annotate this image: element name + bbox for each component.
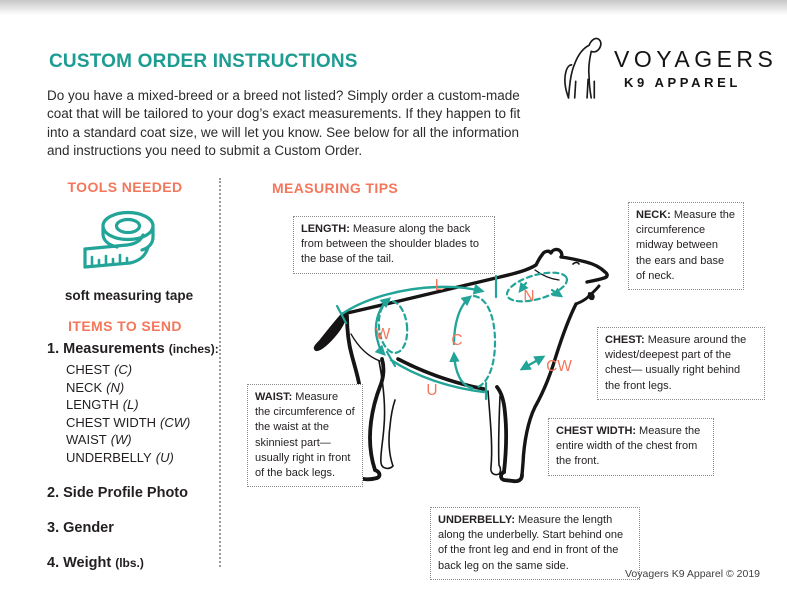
items-to-send-list <box>47 341 219 571</box>
measurement-row <box>66 431 219 449</box>
item2-number: 2. <box>47 485 60 501</box>
item3-label: Gender <box>63 520 114 536</box>
label-chest-width: CW <box>546 358 572 375</box>
label-waist: W <box>375 326 391 343</box>
measurement-code: (CW) <box>160 414 191 430</box>
measurement-list <box>66 361 219 466</box>
item1-suffix: (inches): <box>168 342 219 356</box>
item4-label: Weight <box>63 555 112 571</box>
measurement-row <box>66 379 219 397</box>
tip-chest-text: Measure around the widest/deepest part of the chest— usually right behind the front legs. <box>605 334 747 392</box>
page-title: CUSTOM ORDER INSTRUCTIONS <box>49 51 358 72</box>
tip-underbelly-label: UNDERBELLY: <box>438 514 516 526</box>
item-measurements <box>47 341 219 357</box>
item-weight <box>47 555 219 571</box>
tip-waist-label: WAIST: <box>255 391 293 403</box>
logo-subtitle: K9 APPAREL <box>624 75 741 90</box>
measurement-name: WAIST <box>66 432 107 447</box>
measurement-row <box>66 449 219 467</box>
measuring-tips-heading: MEASURING TIPS <box>272 180 399 196</box>
chest-ellipse-dashed <box>474 296 495 388</box>
tool-label: soft measuring tape <box>64 288 194 303</box>
measurement-name: LENGTH <box>66 397 119 412</box>
measurement-name: CHEST WIDTH <box>66 414 157 430</box>
measurement-name: NECK <box>66 379 103 395</box>
logo-name: VOYAGERS <box>614 46 778 72</box>
copyright-footer: Voyagers K9 Apparel © 2019 <box>625 568 760 580</box>
measurement-code: (L) <box>122 397 139 412</box>
item2-label: Side Profile Photo <box>63 485 188 501</box>
measurement-code: (N) <box>106 379 125 395</box>
items-to-send-heading: ITEMS TO SEND <box>68 318 182 334</box>
item4-number: 4. <box>47 555 60 571</box>
chest-width-arrow <box>522 357 543 369</box>
tip-box-waist <box>247 384 363 487</box>
item1-number: 1. <box>47 341 60 357</box>
underbelly-tick-left <box>387 352 395 366</box>
item1-label: Measurements <box>63 341 165 357</box>
measurement-name: CHEST <box>66 362 111 377</box>
tip-chest-width-text: Measure the entire width of the chest from the front. <box>556 425 701 468</box>
tip-length-label: LENGTH: <box>301 223 350 235</box>
item3-number: 3. <box>47 520 60 536</box>
item-gender <box>47 520 219 536</box>
tip-box-chest-width <box>548 418 714 476</box>
measurement-code: (C) <box>114 362 133 377</box>
tip-box-length <box>293 216 495 274</box>
page-top-shadow <box>0 0 787 15</box>
label-chest: C <box>451 332 463 349</box>
item4-suffix: (lbs.) <box>115 556 144 570</box>
label-length: L <box>434 277 444 294</box>
tip-underbelly-text: Measure the length along the underbelly. Start behind one of the front leg and end in front of the back leg on the same side. <box>438 514 624 572</box>
measurement-row <box>66 396 219 414</box>
measurement-row <box>66 361 219 379</box>
tip-chest-label: CHEST: <box>605 334 645 346</box>
tip-box-chest <box>597 327 765 400</box>
intro-paragraph: Do you have a mixed-breed or a breed not listed? Simply order a custom-made coat that will be tailored to your dog’s exact measurements. If they happen to fit into a standard coat size, we will let you know. See below for all the information and instructions you need to submit a Custom Order. <box>47 88 521 158</box>
measurement-code: (W) <box>110 432 132 447</box>
measurement-code: (U) <box>155 449 174 465</box>
tip-length-text: Measure along the back from between the shoulder blades to the base of the tail. <box>301 223 479 266</box>
tip-waist-text: Measure the circumference of the waist at the skinniest part— usually right in front of the back legs. <box>255 391 355 479</box>
vertical-dotted-divider <box>219 178 221 567</box>
tip-box-neck <box>628 202 744 290</box>
logo-text <box>614 46 778 90</box>
measurement-name: UNDERBELLY <box>66 449 152 465</box>
tip-neck-text: Measure the circumference midway between the ears and base of neck. <box>636 209 735 282</box>
logo-dog-icon <box>556 36 614 102</box>
brand-logo <box>556 34 778 104</box>
tip-chest-width-label: CHEST WIDTH: <box>556 425 637 437</box>
tip-neck-label: NECK: <box>636 209 671 221</box>
label-underbelly: U <box>426 382 438 399</box>
label-neck: N <box>523 288 535 305</box>
measurement-row <box>66 414 219 432</box>
tools-needed-heading: TOOLS NEEDED <box>67 179 183 195</box>
item-side-profile-photo <box>47 485 219 501</box>
measuring-tape-icon <box>80 207 166 273</box>
